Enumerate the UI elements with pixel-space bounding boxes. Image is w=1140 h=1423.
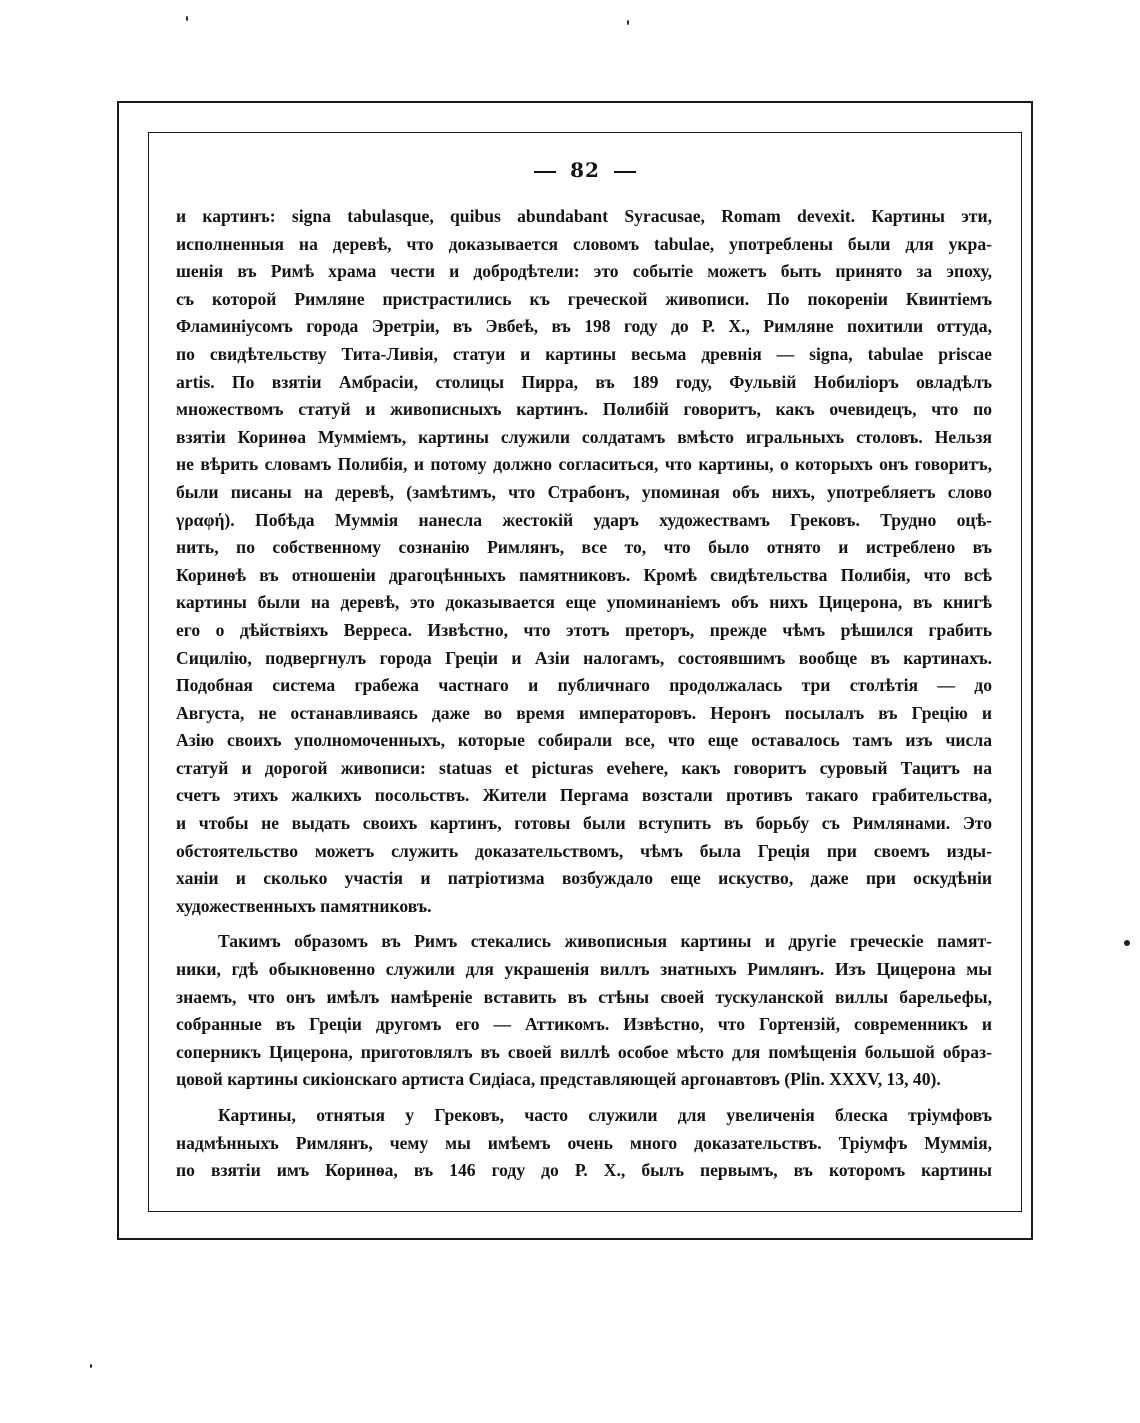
text-line: счетъ этихъ жалкихъ посольствъ. Жители Пергама возстали противъ такаго грабительства, bbox=[176, 785, 992, 806]
paragraph-gap bbox=[176, 920, 992, 928]
paragraph bbox=[176, 203, 992, 920]
text-line: Картины, отнятыя у Грековъ, часто служили для увеличенія блеска тріумфовъ bbox=[218, 1105, 992, 1125]
text-line: художественныхъ памятниковъ. bbox=[176, 895, 432, 916]
text-line: его о дѣйствіяхъ Верреса. Извѣстно, что этотъ преторъ, прежде чѣмъ рѣшился грабить bbox=[176, 619, 992, 640]
text-line: Такимъ образомъ въ Римъ стекались живописныя картины и другіе греческіе памят- bbox=[218, 931, 992, 952]
text-line: надмѣнныхъ Римлянъ, чему мы имѣемъ очень много доказательствъ. Тріумфъ Муммія, bbox=[176, 1132, 992, 1153]
text-line: статуй и дорогой живописи: statuas et picturas evehere, какъ говоритъ суровый Тацитъ на bbox=[176, 757, 992, 778]
header-right-dash bbox=[614, 171, 636, 173]
text-line: по взятіи имъ Коринѳа, въ 146 году до Р. Х., былъ первымъ, въ которомъ картины bbox=[176, 1160, 992, 1181]
text-line: и картинъ: signa tabulasque, quibus abundabant Syracusae, Romam devexit. Картины эти, bbox=[176, 206, 992, 226]
paragraph bbox=[176, 1102, 992, 1185]
text-line: обстоятельство можетъ служить доказательствомъ, чѣмъ была Греція при своемъ изды- bbox=[176, 840, 992, 861]
header-left-dash bbox=[534, 171, 556, 173]
text-line: взятіи Коринѳа Мумміемъ, картины служили солдатамъ вмѣсто игральныхъ столовъ. Нельзя bbox=[176, 426, 992, 447]
text-line: соперникъ Цицерона, приготовлялъ въ своей виллѣ особое мѣсто для помѣщенія большой образ- bbox=[176, 1041, 992, 1062]
text-line: цовой картины сикіонскаго артиста Сидіаса, представляющей аргонавтовъ (Plin. XXXV, 13, 40). bbox=[176, 1069, 941, 1090]
paragraph bbox=[176, 928, 992, 1094]
text-line: ники, гдѣ обыкновенно служили для украшенія виллъ знатныхъ Римлянъ. Изъ Цицерона мы bbox=[176, 959, 992, 980]
text-line: картины были на деревѣ, это доказывается еще упоминаніемъ объ нихъ Цицерона, въ книгѣ bbox=[176, 592, 992, 613]
scan-speck bbox=[186, 16, 188, 21]
text-line: Коринѳѣ въ отношеніи драгоцѣнныхъ памятниковъ. Кромѣ свидѣтельства Полибія, что всѣ bbox=[176, 564, 992, 585]
text-line: по свидѣтельству Тита-Ливія, статуи и картины весьма древнія — signa, tabulae priscae bbox=[176, 343, 992, 364]
text-line: шенія въ Римѣ храма чести и добродѣтели: это событіе можетъ быть принято за эпоху, bbox=[176, 261, 992, 282]
text-line: нить, по собственному сознанію Римлянъ, все то, что было отнято и истреблено въ bbox=[176, 537, 992, 558]
text-line: Подобная система грабежа частнаго и публичнаго продолжалась три столѣтія — до bbox=[176, 675, 992, 696]
page-number-header bbox=[0, 158, 1140, 182]
text-line: ханіи и сколько участія и патріотизма возбуждало еще искуство, даже при оскудѣніи bbox=[176, 868, 992, 889]
text-line: и чтобы не выдать своихъ картинъ, готовы были вступить въ борьбу съ Римлянами. Это bbox=[176, 813, 992, 834]
scan-speck bbox=[627, 20, 629, 25]
text-line: Августа, не останавливаясь даже во время императоровъ. Неронъ посылалъ въ Грецію и bbox=[176, 702, 992, 723]
page-number: 82 bbox=[570, 158, 600, 182]
text-line: Фламиніусомъ города Эретріи, въ Эвбеѣ, въ 198 году до Р. Х., Римляне похитили оттуда, bbox=[176, 316, 992, 337]
body-text bbox=[176, 203, 992, 1185]
text-line: Сицилію, подвергнулъ города Греціи и Азіи налогамъ, состоявшимъ вообще въ картинахъ. bbox=[176, 647, 992, 668]
scan-speck bbox=[1124, 940, 1130, 946]
text-line: не вѣрить словамъ Полибія, и потому должно согласиться, что картины, о которыхъ онъ говоритъ, bbox=[176, 454, 992, 475]
text-line: artis. По взятіи Амбрасіи, столицы Пирра, въ 189 году, Фульвій Нобиліоръ овладѣлъ bbox=[176, 371, 992, 392]
paragraph-gap bbox=[176, 1094, 992, 1102]
text-line: множествомъ статуй и живописныхъ картинъ. Полибій говоритъ, какъ очевидецъ, что по bbox=[176, 399, 992, 420]
text-line: Азію своихъ уполномоченныхъ, которые собирали все, что еще оставалось тамъ изъ числа bbox=[176, 730, 992, 751]
text-line: были писаны на деревѣ, (замѣтимъ, что Страбонъ, упоминая объ нихъ, употребляетъ слово bbox=[176, 481, 992, 502]
scan-speck bbox=[90, 1364, 92, 1368]
text-line: исполненныя на деревѣ, что доказывается словомъ tabulae, употреблены были для укра- bbox=[176, 233, 992, 254]
text-line: съ которой Римляне пристрастились къ греческой живописи. По покореніи Квинтіемъ bbox=[176, 288, 992, 309]
text-line: собранные въ Греціи другомъ его — Аттикомъ. Извѣстно, что Гортензій, современникъ и bbox=[176, 1014, 992, 1035]
text-line: знаемъ, что онъ имѣлъ намѣреніе вставить въ стѣны своей тускуланской виллы барельефы, bbox=[176, 986, 992, 1007]
text-line: γραφή). Побѣда Муммія нанесла жестокій ударъ художествамъ Грековъ. Трудно оцѣ- bbox=[176, 509, 992, 530]
